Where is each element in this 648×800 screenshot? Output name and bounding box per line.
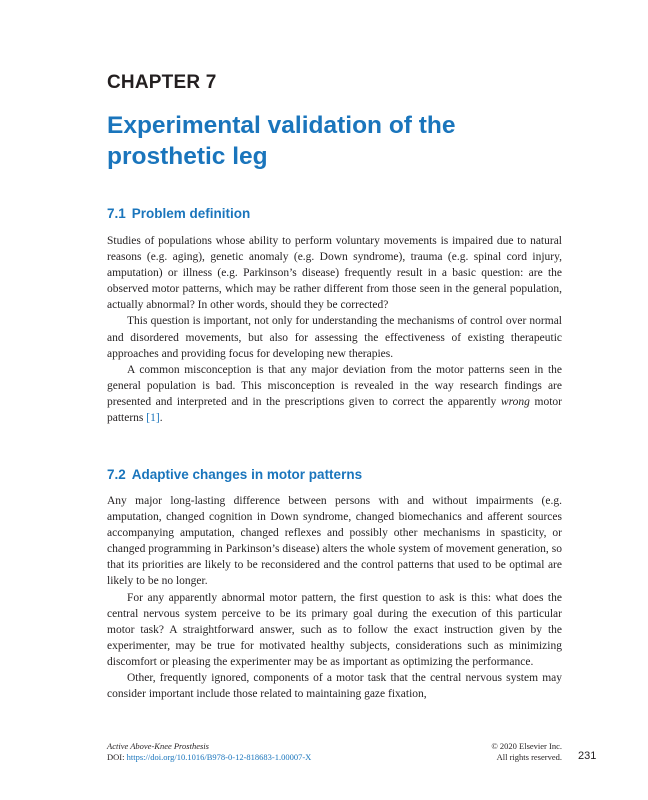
section-heading-adaptive-changes <box>107 467 362 482</box>
section-body-problem-definition <box>107 233 562 426</box>
paragraph: Other, frequently ignored, components of a motor task that the central nervous system may consider important include those related to maintaining gaze fixation, <box>107 672 562 701</box>
doi-line <box>107 752 311 763</box>
page-number: 231 <box>578 750 597 762</box>
doi-link[interactable]: https://doi.org/10.1016/B978-0-12-818683-1.00007-X <box>126 752 312 762</box>
paragraph: This question is important, not only for understanding the mechanisms of control over normal and disordered movements, but also for assessing the effectiveness of existing therapeutic approaches and providing focus for developing new therapies. <box>107 315 562 360</box>
footer-copyright <box>491 741 562 763</box>
doi-prefix: DOI: <box>107 752 127 762</box>
section-title: Problem definition <box>131 206 251 221</box>
section-title: Adaptive changes in motor patterns <box>131 467 363 482</box>
copyright-text: © 2020 Elsevier Inc. <box>491 741 562 751</box>
footer-citation <box>107 741 311 763</box>
chapter-label: CHAPTER 7 <box>107 72 217 93</box>
section-number: 7.2 <box>107 467 126 482</box>
paragraph-text: motor patterns <box>107 395 562 425</box>
emphasis-text: wrong <box>500 395 530 408</box>
paragraph: Any major long-lasting difference between persons with and without impairments (e.g. amputation, changed cognition in Down syndrome, changed biomechanics and afferent sources accompanying amputation, changed reflexes and possibly other mechanisms in spasticity, or changed programming in Parkinson’s disease) alters the whole system of movement generation, so that its priorities are likely to be reconsidered and the control patterns that used to be optimal are likely to be no longer. <box>107 495 562 588</box>
section-heading-problem-definition <box>107 206 250 221</box>
rights-text: All rights reserved. <box>496 752 562 762</box>
paragraph <box>107 362 562 426</box>
reference-link[interactable]: [1] <box>146 412 160 425</box>
paragraph-text: A common misconception is that any major deviation from the motor patterns seen in the general population is bad. This misconception is revealed in the way research findings are presented and interpreted and in the prescriptions given to correct the apparently <box>107 363 562 408</box>
section-number: 7.1 <box>107 206 126 221</box>
paragraph-text: . <box>159 412 163 425</box>
section-body-adaptive-changes <box>107 493 562 702</box>
paragraph: For any apparently abnormal motor pattern, the first question to ask is this: what does the central nervous system perceive to be its primary goal during the execution of this particular motor task? A straightforward answer, such as to follow the exact instruction given by the experimenter, may be true for motivated healthy subjects, considerations such as minimizing discomfort or pleasing the experimenter may be as important as optimizing the performance. <box>107 591 562 668</box>
chapter-title: Experimental validation of the prosthetic leg <box>107 112 456 170</box>
paragraph: Studies of populations whose ability to perform voluntary movements is impaired due to natural reasons (e.g. aging), genetic anomaly (e.g. Down syndrome), trauma (e.g. spinal cord injury, amputation) or illness (e.g. Parkinson’s disease) frequently result in a basic question: are the observed motor patterns, which may be rather different from those seen in the general population, actually abnormal? In other words, should they be corrected? <box>107 235 562 312</box>
book-title: Active Above-Knee Prosthesis <box>107 741 209 751</box>
